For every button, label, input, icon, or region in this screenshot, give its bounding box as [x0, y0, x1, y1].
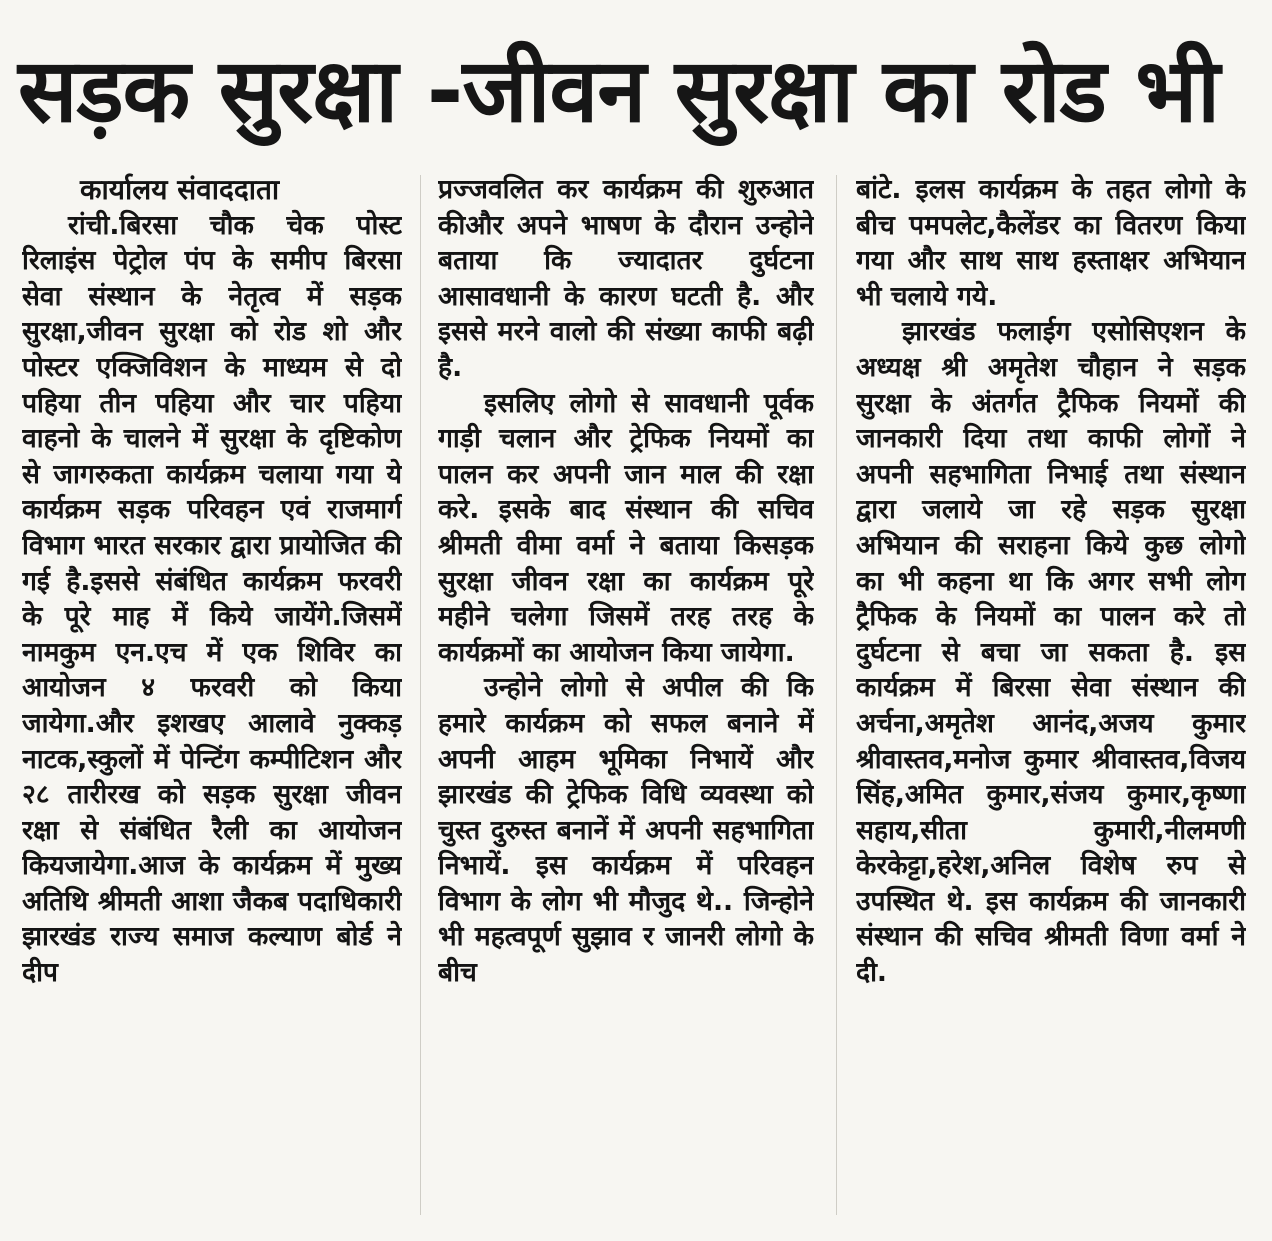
article-column-1 [22, 172, 402, 1222]
byline: कार्यालय संवाददाता [80, 173, 280, 206]
paragraph: बांटे. इलस कार्यक्रम के तहत लोगो के बीच पमपलेट,कैलेंडर का वितरण किया गया और साथ साथ हस्ताक्षर अभियान भी चलाये गये. [856, 174, 1246, 312]
article-column-2 [438, 172, 814, 1222]
paragraph: उन्होने लोगो से अपील की कि हमारे कार्यक्रम को सफल बनाने में अपनी आहम भूमिका निभायें और झारखंड की ट्रेफिक विधि व्यवस्था को चुस्त दुरुस्त बनानें में अपनी सहभागिता निभायें. इस कार्यक्रम में परिवहन विभाग के लोग भी मौजुद थे.. जिन्होने भी महत्वपूर्ण सुझाव र जानरी लोगो के बीच [438, 672, 814, 989]
article-column-3 [856, 172, 1246, 1222]
column-divider [420, 175, 421, 1215]
paragraph: झारखंड फलाईग एसोसिएशन के अध्यक्ष श्री अमृतेश चौहान ने सड़क सुरक्षा के अंतर्गत ट्रैफिक नियमों की जानकारी दिया तथा काफी लोगों ने अपनी सहभागिता निभाई तथा संस्थान द्वारा जलाये जा रहे सड़क सुरक्षा अभियान की सराहना किये कुछ लोगो का भी कहना था कि अगर सभी लोग ट्रैफिक के नियमों का पालन करे तो दुर्घटना से बचा जा सकता है. इस कार्यक्रम में बिरसा सेवा संस्थान की अर्चना,अमृतेश आनंद,अजय कुमार श्रीवास्तव,मनोज कुमार श्रीवास्तव,विजय सिंह,अमित कुमार,संजय कुमार,कृष्णा सहाय,सीता कुमारी,नीलमणी केरकेट्टा,हरेश,अनिल विशेष रुप से उपस्थित थे. इस कार्यक्रम की जानकारी संस्थान की सचिव श्रीमती विणा वर्मा ने दी. [856, 316, 1246, 989]
paragraph: प्रज्जवलित कर कार्यक्रम की शुरुआत कीऔर अपने भाषण के दौरान उन्होने बताया कि ज्यादातर दुर्घटना आसावधानी के कारण घटती है. और इससे मरने वालो की संख्या काफी बढ़ी है. [438, 174, 814, 383]
headline: सड़क सुरक्षा -जीवन सुरक्षा का रोड भी [18, 39, 1219, 142]
paragraph: रांची.बिरसा चौक चेक पोस्ट रिलाइंस पेट्रोल पंप के समीप बिरसा सेवा संस्थान के नेतृत्व में सड़क सुरक्षा,जीवन सुरक्षा को रोड शो और पोस्टर एक्जिविशन के माध्यम से दो पहिया तीन पहिया और चार पहिया वाहनो के चालने में सुरक्षा के दृष्टिकोण से जागरुकता कार्यक्रम चलाया गया ये कार्यक्रम सड़क परिवहन एवं राजमार्ग विभाग भारत सरकार द्वारा प्रायोजित की गई है.इससे संबंधित कार्यक्रम फरवरी के पूरे माह में किये जायेंगे.जिसमें नामकुम एन.एच में एक शिविर का आयोजन ४ फरवरी को किया जायेगा.और इशखए आलावे नुक्कड़ नाटक,स्कुलों में पेन्टिंग कम्पीटिशन और २८ तारीरख को सड़क सुरक्षा जीवन रक्षा से संबंधित रैली का आयोजन कियजायेगा.आज के कार्यक्रम में मुख्य अतिथि श्रीमती आशा जैकब पदाधिकारी झारखंड राज्य समाज कल्याण बोर्ड ने दीप [22, 209, 402, 989]
column-divider [836, 175, 837, 1215]
paragraph: इसलिए लोगो से सावधानी पूर्वक गाड़ी चलान और ट्रेफिक नियमों का पालन कर अपनी जान माल की रक्षा करे. इसके बाद संस्थान की सचिव श्रीमती वीमा वर्मा ने बताया किसड़क सुरक्षा जीवन रक्षा का कार्यक्रम पूरे महीने चलेगा जिसमें तरह तरह के कार्यक्रमों का आयोजन किया जायेगा. [438, 387, 814, 668]
